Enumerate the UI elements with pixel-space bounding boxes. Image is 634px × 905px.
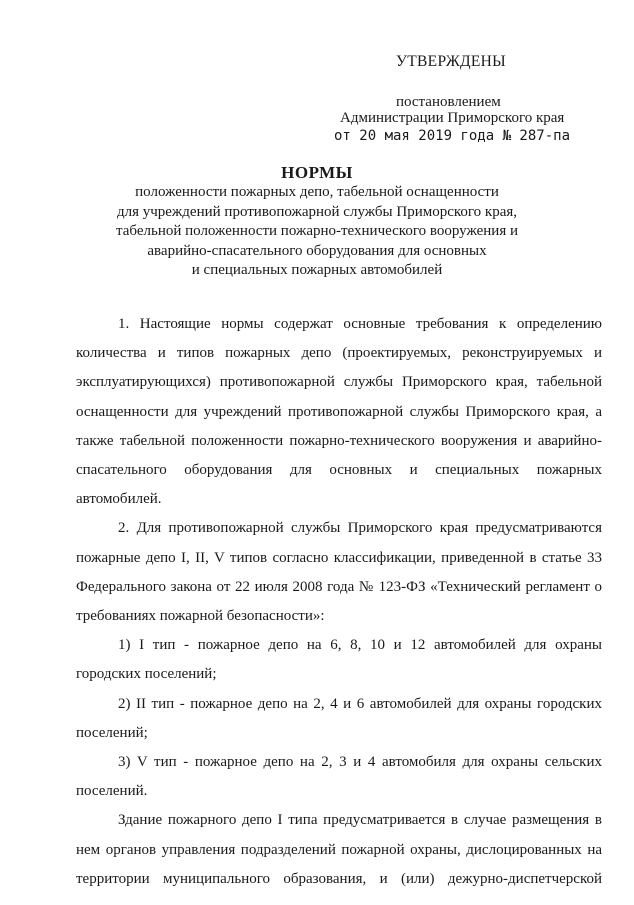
paragraph-depot-type-1: Здание пожарного депо I типа предусматривается в случае размещения в нем органов управления подразделений пожарной охраны, дислоцированных на территории муниципального образования, и (или) дежурно-диспетчерской [76,812,602,887]
subtitle-line: аварийно-спасательного оборудования для основных [147,242,487,259]
subtitle-line: табельной положенности пожарно-технического вооружения и [116,223,518,239]
paragraph-2: 2. Для противопожарной службы Приморского края предусматриваются пожарные депо I, II, V типов согласно классификации, приведенной в статье 33 Федерального закона от 22 июля 2008 года № 123-ФЗ «Технический регламент о требованиях пожарной безопасности»: [76,520,602,625]
list-item-type-2: 2) II тип - пожарное депо на 2, 4 и 6 автомобилей для охраны городских поселений; [76,695,602,741]
approval-line-resolution: постановлением [396,94,501,110]
paragraph-1: 1. Настоящие нормы содержат основные требования к определению количества и типов пожарных депо (проектируемых, реконструируемых и эксплуатирующихся) противопожарной службы Приморского края, табельной оснащенности для учреждений противопожарной службы Приморского края, а также табельной положенности пожарно-технического вооружения и аварийно-спасательного оборудования для основных и специальных пожарных автомобилей. [76,316,602,508]
document-title-block [0,163,634,281]
list-item-type-5: 3) V тип - пожарное депо на 2, 3 и 4 автомобиля для охраны сельских поселений. [76,754,602,800]
approval-line-date-number: от 20 мая 2019 года № 287-па [334,128,571,144]
document-subtitle [0,183,634,281]
approval-line-administration: Администрации Приморского края [340,110,565,126]
document-body [76,310,602,894]
approved-heading: УТВЕРЖДЕНЫ [396,53,506,70]
subtitle-line: и специальных пожарных автомобилей [191,262,443,278]
list-item-type-1: 1) I тип - пожарное депо на 6, 8, 10 и 12 автомобилей для охраны городских поселений; [76,637,602,683]
subtitle-line: для учреждений противопожарной службы Приморского края, [116,203,518,220]
document-title: НОРМЫ [281,163,353,182]
subtitle-line: положенности пожарных депо, табельной оснащенности [135,184,499,200]
